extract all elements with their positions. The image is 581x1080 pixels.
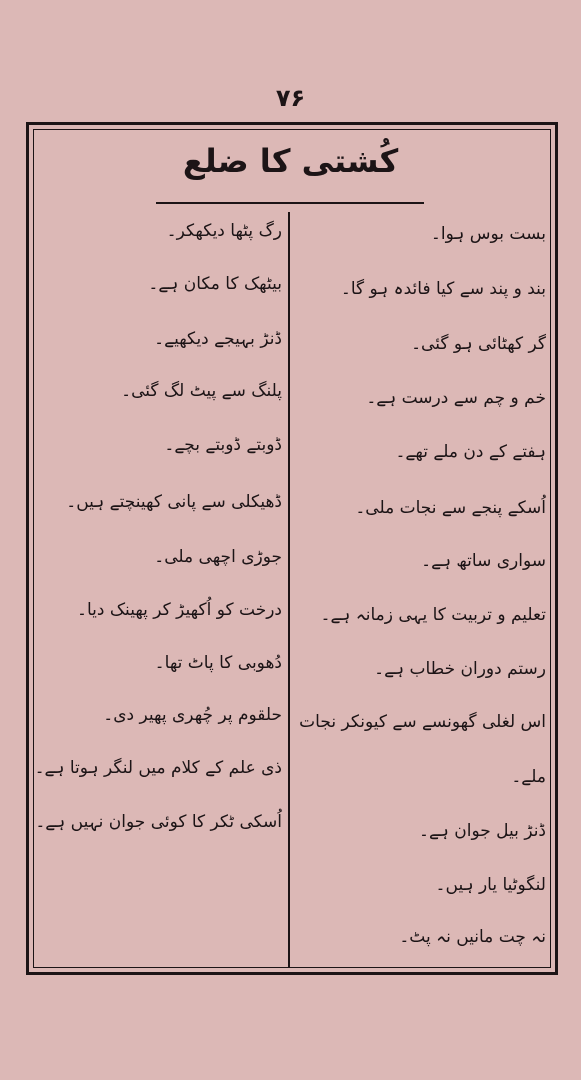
phrase: ڈوبتے ڈوبتے بچے۔ [164,435,282,455]
phrase: ڈنڑ بہیجے دیکھیے۔ [154,329,282,349]
page-number: ۷۶ [275,84,306,112]
phrase: سواری ساتھ ہے۔ [421,551,546,571]
phrase: ڈنڑ بیل جوان ہے۔ [418,821,546,841]
phrase: ہفتے کے دن ملے تھے۔ [395,442,546,462]
phrase: ملے۔ [511,767,546,787]
phrase: ڈھیکلی سے پانی کھینچتے ہیں۔ [66,492,282,512]
phrase: دُھوبی کا پاٹ تھا۔ [154,653,282,673]
left-column [34,0,282,1080]
phrase: اس لغلی گھونسے سے کیونکر نجات [299,712,546,732]
phrase: لنگوٹیا یار ہیں۔ [435,875,546,895]
phrase: ذی علم کے کلام میں لنگر ہوتا ہے۔ [34,758,282,778]
phrase: اُسکے پنجے سے نجات ملی۔ [355,498,546,518]
phrase: نہ چت مانیں نہ پٹ۔ [399,927,546,947]
phrase: تعلیم و تربیت کا یہی زمانہ ہے۔ [320,605,546,625]
phrase: گر کھٹائی ہو گئی۔ [411,334,546,354]
phrase: اُسکی ٹکر کا کوئی جوان نہیں ہے۔ [35,812,282,832]
column-divider [288,212,290,968]
phrase: رستم دوران خطاب ہے۔ [374,659,546,679]
phrase: رگ پٹھا دیکھکر۔ [166,221,282,241]
phrase: بیٹھک کا مکان ہے۔ [148,274,282,294]
section-title: کُشتی کا ضلع [182,142,399,180]
right-column [296,0,546,1080]
phrase: درخت کو اُکھیڑ کر پھینک دیا۔ [77,600,282,620]
phrase: بست بوس ہوا۔ [430,224,546,244]
phrase: پلنگ سے پیٹ لگ گئی۔ [121,381,282,401]
phrase: حلقوم پر چُھری پھیر دی۔ [103,705,282,725]
phrase: خم و چم سے درست ہے۔ [366,388,546,408]
phrase: بند و پند سے کیا فائدہ ہو گا۔ [340,279,546,299]
phrase: جوڑی اچھی ملی۔ [154,547,282,567]
